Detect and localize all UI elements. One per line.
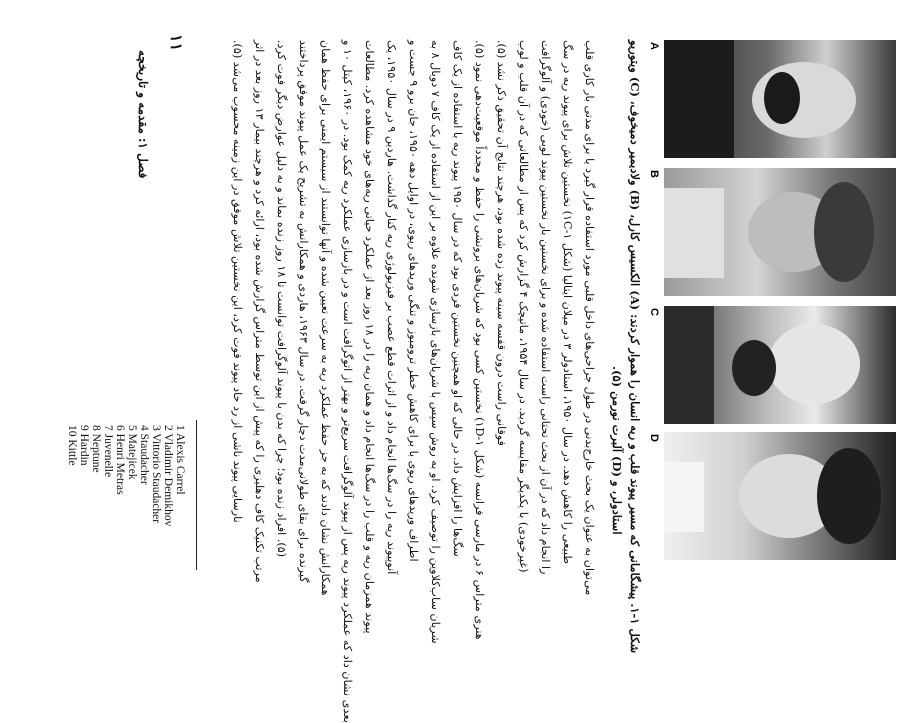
body-line: (۵). افراد زنده بود؛ چرا که بدن با پیوند آلوگرافت توانست تا ۱۸ روز زنده بماند و به دلیل عوارض دیگر فوت کرد. [275, 40, 288, 558]
portrait-b-icon [664, 168, 896, 296]
portrait-a-icon [664, 40, 896, 158]
body-line: گیرنده برای بقای طولانی‌مدت دچار گرفت. در سال ۱۹۶۳، هاردی و همکارانش به تشریح یک عمل پیوند موفق پرداختند [297, 40, 310, 583]
chapter-header: فصل ۱: مقدمه و تاریخچه [136, 50, 150, 179]
body-line: را انجام داد که در آن از بحث تحتانی راست استفاده شده و برای نخستین بار نخستین پیوند لوبی (خودی) و آلوگرافت [539, 40, 552, 575]
body-line: مرتب تکنیک کاف دهلیزی را که پیش از این توسط متراس گزارش شده بود، ارائه کرد و هرچند بیمار ۱۳ روز بعد در اثر [253, 40, 266, 583]
footnote-item: 2 Vladimir Demikhov [162, 425, 174, 527]
footnote-item: 1 Alexis Carrel [174, 425, 186, 495]
figure-caption-line-1: شکل ۱-۱. پیشگامانی که مسیر پیوند قلب و ریه انسان را هموار کردند: (A) الکسیس کارل، (B) ولادیمیر دمیخوف، (C) ویتوریو [628, 40, 642, 654]
body-line: طبیعی را کاهش دهد. در سال ۱۹۵۰، استادولر ۳ در میلان ایتالیا (شکل ۱-۱C) نخستین تلاش برای پیوند ریه در سگ [561, 40, 574, 565]
footnote-item: 7 Juvenelle [102, 425, 114, 478]
footnote-item: 3 Vittorio Staudacher [150, 425, 162, 524]
footnote-item: 4 Staudacher [138, 425, 150, 485]
body-line: فوقانی راست درون قفسه سینه پیوند زده شده بود، هرچند نتایج آن تحقیق ذکر نشد (۵). [495, 40, 508, 446]
body-line: همکارانش نشان دادند که به جز حفظ عملکرد ریه به سرعت تعیین شده و آنها توانستند از سیستم ایمنی برای حفظ همان [319, 40, 332, 596]
footnote-item: 10 Kittle [66, 425, 78, 466]
footnote-item: 8 Neptune [90, 425, 102, 473]
body-line: (غیرخودی) با یکدیگر مقایسه گردید. در سال ۱۹۵۴، ماتیچک ۴ گزارش کرد که پس از مطالعاتی که در آن قلب و لوب [517, 40, 530, 573]
photo-c [664, 306, 896, 424]
photo-label-a: A [647, 42, 660, 50]
photo-label-b: B [647, 170, 660, 178]
body-line: آنوپیوند ریه را در سگ‌ها انجام داد و از اثرات قطع عصب بر فیزیولوژی ریه کنار گذاشت. هاردین ۹ در سال ۱۹۵۰، یک [385, 40, 398, 575]
footnote-divider [196, 420, 197, 570]
page-number: ۱۱ [167, 34, 186, 52]
photo-b [664, 168, 896, 296]
footnote-item: 6 Henri Metras [114, 425, 126, 495]
portrait-d-icon [664, 432, 896, 560]
body-line: نارسایی پیوند ناشی از رد حاد پیوند فوت کرد، این نخستین تلاش موفق در این زمینه محسوب می‌شد (۵). [231, 40, 244, 523]
body-line: هنری متراس ۶ در مارسی فرانسه (شکل ۱-۱D) نخستین کسی بود که شریان‌های برونشی را حفظ و مجدداً موقعیت‌دهی نمود (۵). [473, 40, 486, 640]
footnote-item: 9 Hardin [78, 425, 90, 466]
portrait-c-icon [664, 306, 896, 424]
body-line: پیوند همزمان ریه و قلب را در سگ‌ها انجام داد و همان ریه را در ۱۸ روز بعد از عملکرد حیاتی ریه‌های خود مشاهده کرد. مطالعات [363, 40, 376, 634]
figure-caption-line-2: استادولر، و (D) آلبرت نورمن (۵). [610, 366, 624, 535]
photo-label-c: C [647, 308, 660, 316]
photo-a [664, 40, 896, 158]
body-line: شریان ساب‌کلاوین را توصیف کرد. او به روش سپس با شریان‌های بازسازی شونده علاوه بر این از استفاده از یک کاف ۷ دوبال ۸ به [429, 40, 442, 644]
photo-label-d: D [647, 434, 660, 442]
body-line: می‌توان به عنوان یک بحث خارج‌بدنی در طول جراحی‌های داخل قلبی مورد استفاده قرار گیرد یا برای مدتی بار کاری قلب [583, 40, 596, 596]
footnote-item: 5 Matejicek [126, 425, 138, 480]
body-line: سگ‌ها را افزایش داد. در حالی که او همچنین نخستین فردی بود که در سال ۱۹۵۰ پیوند ریه با استفاده از یک کاف [451, 40, 464, 557]
body-line: بعدی نشان داد که عملکرد پیوند ریه پس از پیوند آلوگرافت سریع‌تر و بهتر از اتوگرافت است و در بازسازی عملکرد ریه کمک بود. در ۱۹۶۰، کیتل ۱۰ و [341, 40, 354, 723]
photo-d [664, 432, 896, 560]
body-line: اطراف وریدهای ریوی با برای کاهش خطر ترومبوز و تنگی وریدهای ریوی، در اوایل دهه ۱۹۵۰، جان برو ۹ جست و [407, 40, 420, 562]
